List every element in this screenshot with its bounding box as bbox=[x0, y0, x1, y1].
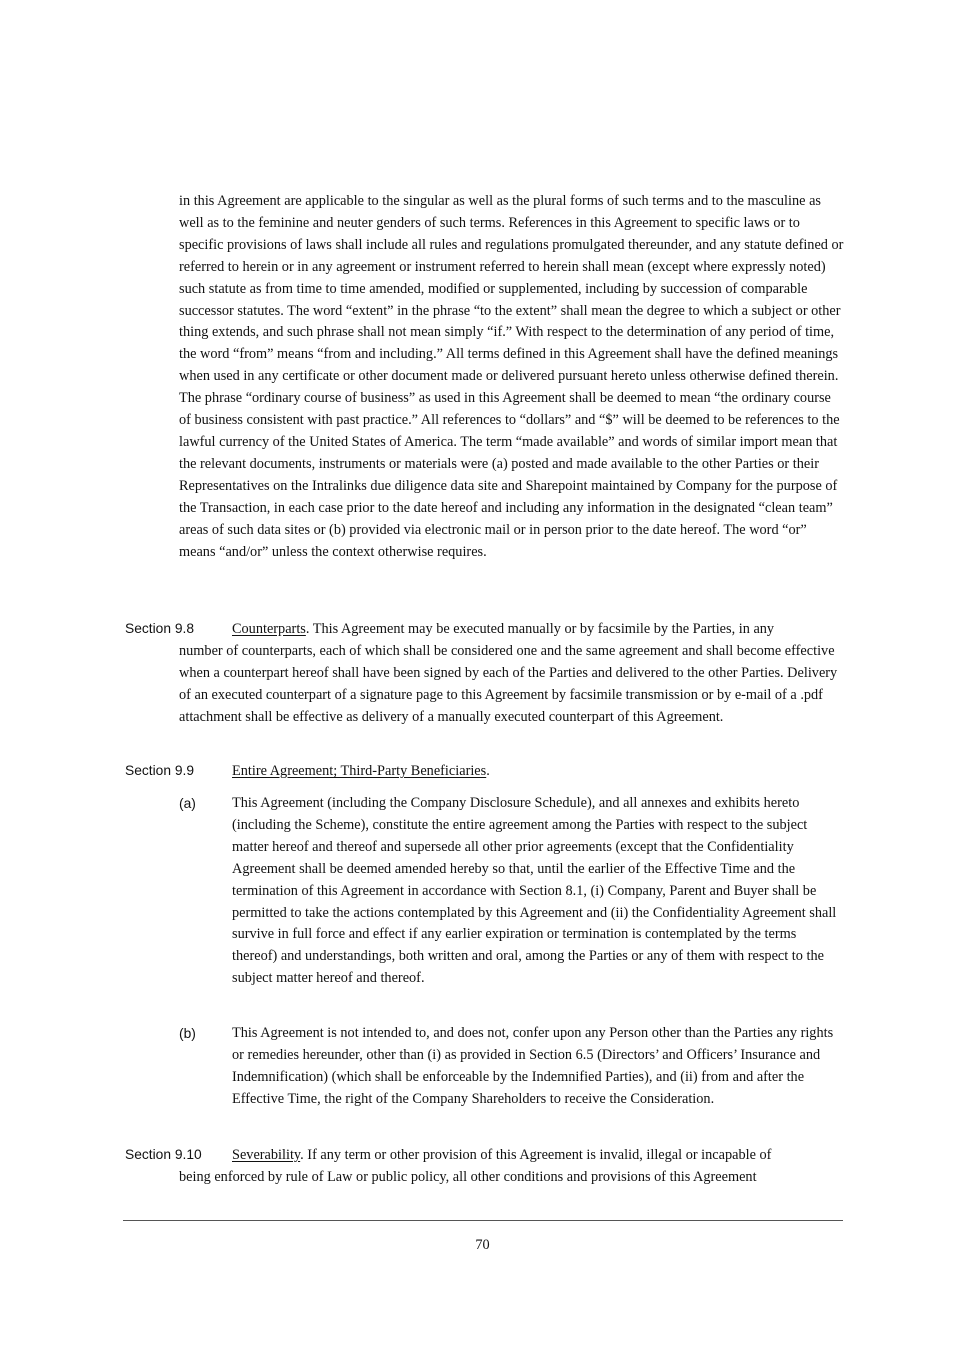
section-9-8-first-line bbox=[125, 618, 845, 641]
section-9-9 bbox=[125, 760, 845, 783]
section-9-10 bbox=[125, 1144, 845, 1189]
page-number: 70 bbox=[475, 1237, 490, 1253]
subsection-label: (b) bbox=[179, 1026, 196, 1041]
section-heading: Severability bbox=[232, 1147, 301, 1163]
subsection-a bbox=[179, 793, 844, 990]
subsection-b bbox=[179, 1023, 844, 1111]
section-first-line-text: . This Agreement may be executed manually or by facsimile by the Parties, in any bbox=[305, 621, 775, 637]
section-first-line-text: . If any term or other provision of this Agreement is invalid, illegal or incapable of bbox=[300, 1147, 772, 1163]
subsection-text: This Agreement is not intended to, and does not, confer upon any Person other than the Parties any rights or remedies hereunder, other than (i) as provided in Section 6.5 (Directors’ and Officers’ Insurance and Indemnification) (which shall be enforceable by the Indemnified Parties), and (ii) from and after the Effective Time, the right of the Company Shareholders to receive the Consideration. bbox=[232, 1025, 834, 1107]
section-body-text: number of counterparts, each of which shall be considered one and the same agreement and shall become effective when a counterpart hereof shall have been signed by each of the Parties and delivered to the other Parties. Delivery of an executed counterpart of a signature page to this Agreement by facsimile transmission or by e-mail of a .pdf attachment shall be effective as delivery of a manually executed counterpart of this Agreement. bbox=[179, 642, 838, 725]
subsection-label: (a) bbox=[179, 796, 196, 811]
section-9-10-first-line bbox=[125, 1144, 845, 1167]
section-number: Section 9.10 bbox=[125, 1147, 202, 1162]
section-9-8 bbox=[125, 618, 845, 729]
section-heading: Entire Agreement; Third-Party Beneficiaries bbox=[232, 763, 487, 779]
section-9-9-first-line bbox=[125, 760, 845, 783]
subsection-text: This Agreement (including the Company Disclosure Schedule), and all annexes and exhibits hereto (including the Scheme), constitute the entire agreement among the Parties with respect to the subject matter hereof and thereof and supersede all other prior agreements (except that the Confidentiality Agreement shall be deemed amended hereby so that, until the earlier of the Effective Time and the termination of this Agreement in accordance with Section 8.1, (i) Company, Parent and Buyer shall be permitted to take the actions contemplated by this Agreement and (ii) the Confidentiality Agreement shall survive in full force and effect if any earlier expiration or termination is contemplated by the terms thereof) and understandings, both written and oral, among the Parties or any of them with respect to the subject matter hereof and thereof. bbox=[232, 795, 837, 987]
section-heading-suffix: . bbox=[486, 763, 490, 779]
section-number: Section 9.9 bbox=[125, 763, 195, 778]
section-heading: Counterparts bbox=[232, 621, 306, 637]
body-paragraph-continued: in this Agreement are applicable to the singular as well as the plural forms of such terms and to the masculine as well as to the feminine and neuter genders of such terms. References in this Agreement to specific laws or to specific provisions of laws shall include all rules and regulations promulgated thereunder, and any statute defined or referred to herein or in any agreement or instrument referred to herein shall mean (except where expressly noted) such statute as from time to time amended, modified or supplemented, including by succession of comparable successor statutes. The word “extent” in the phrase “to the extent” shall mean the degree to which a subject or other thing extends, and such phrase shall not mean simply “if.” With respect to the determination of any period of time, the word “from” means “from and including.” All terms defined in this Agreement shall have the defined meanings when used in any certificate or other document made or delivered pursuant hereto unless otherwise defined therein. The phrase “ordinary course of business” as used in this Agreement shall be deemed to mean “the ordinary course of business consistent with past practice.” All references to “dollars” and “$” will be deemed to be references to the lawful currency of the United States of America. The term “made available” and words of similar import mean that the relevant documents, instruments or materials were (a) posted and made available to the other Parties or their Representatives on the Intralinks due diligence data site and Sharepoint maintained by Company for the purpose of the Transaction, in each case prior to the date hereof and including any information in the designated “clean team” areas of such data sites or (b) provided via electronic mail or in person prior to the date hereof. The word “or” means “and/or” unless the context otherwise requires. bbox=[179, 193, 844, 560]
footer-divider bbox=[123, 1220, 843, 1221]
section-body-text: being enforced by rule of Law or public policy, all other conditions and provisions of this Agreement bbox=[179, 1168, 757, 1185]
section-number: Section 9.8 bbox=[125, 621, 195, 636]
